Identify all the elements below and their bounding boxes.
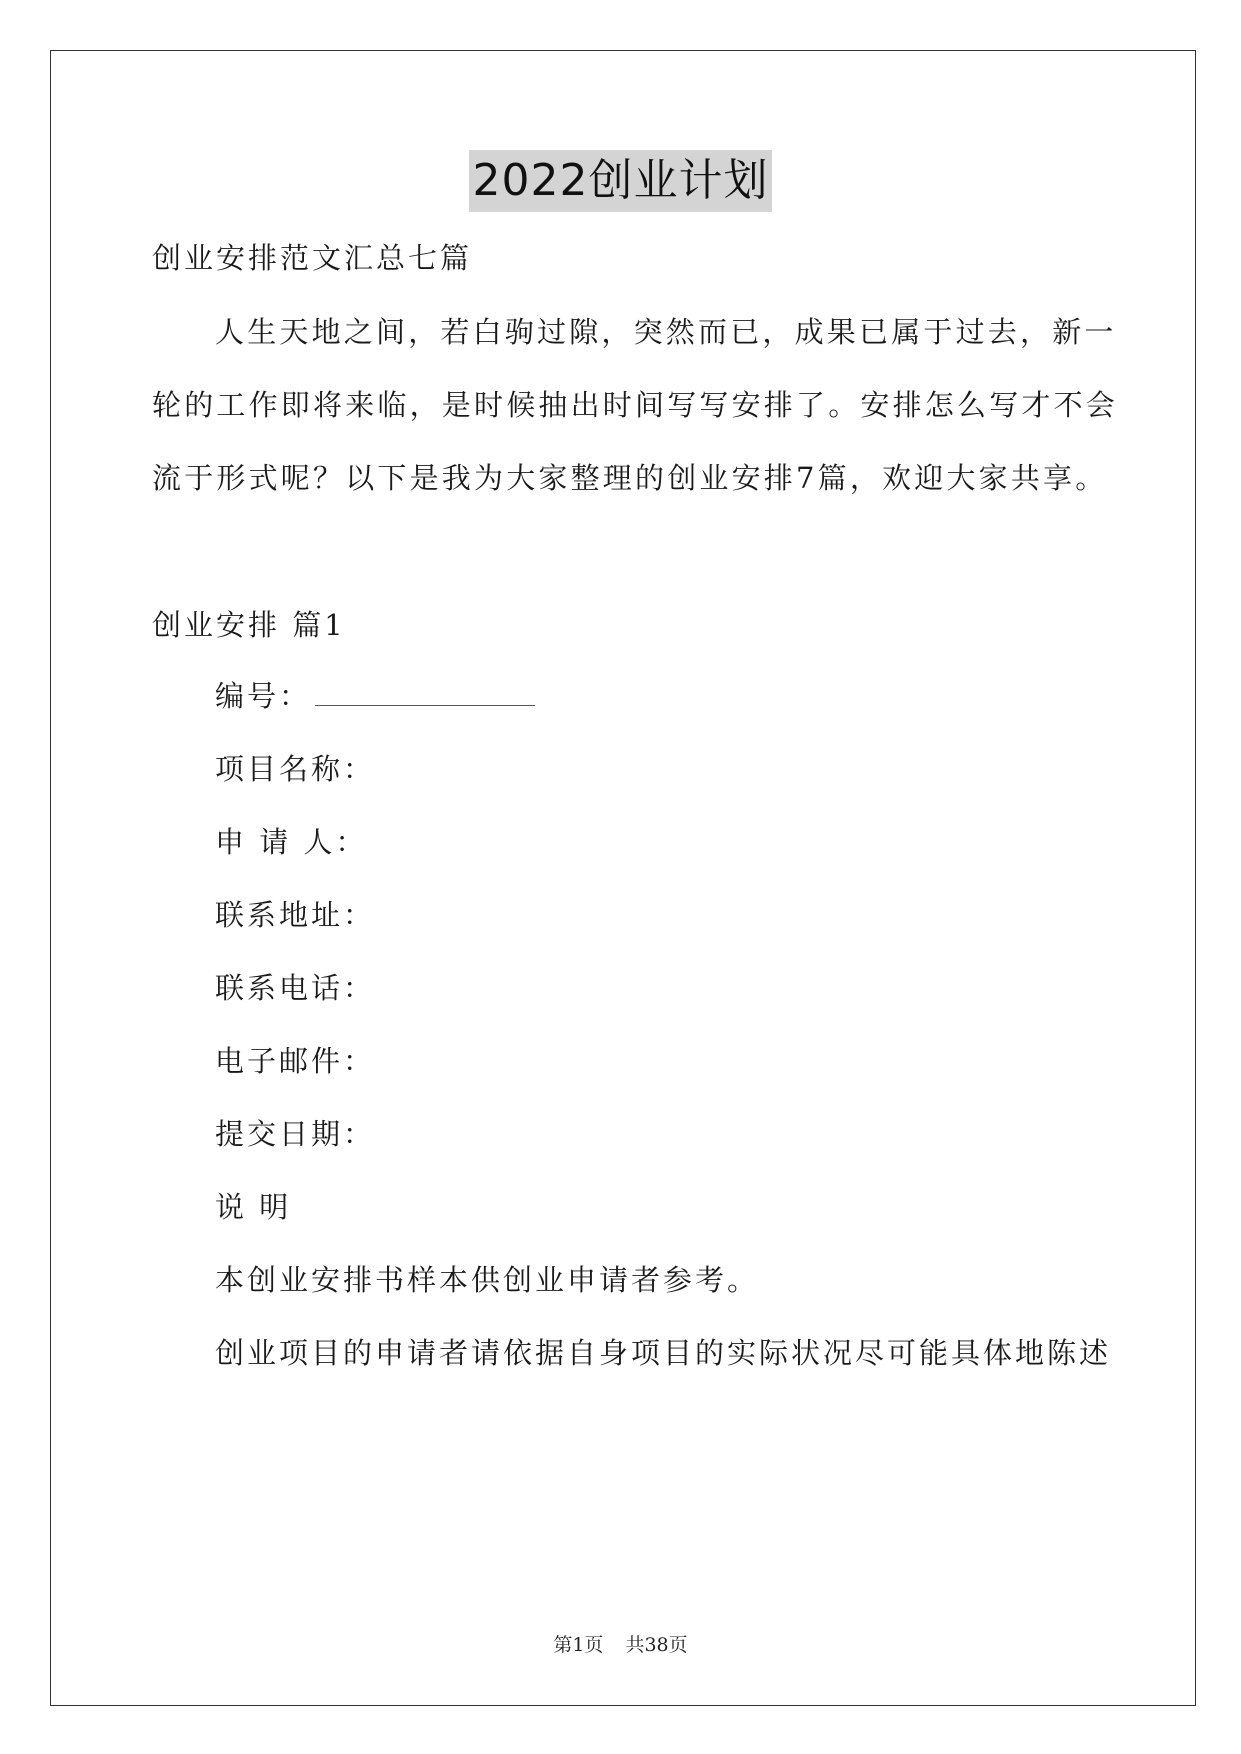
- title-container: [0, 150, 1241, 212]
- page-footer: [0, 1630, 1241, 1657]
- page-number-total: 共38页: [625, 1634, 688, 1656]
- intro-line-3: 流于形式呢？以下是我为大家整理的创业安排7篇，欢迎大家共享。: [152, 461, 1108, 495]
- page-number-current: 第1页: [553, 1634, 604, 1656]
- notes-heading: 说 明: [215, 1190, 292, 1224]
- number-blank-line: [315, 683, 535, 706]
- notes-line-2: 创业项目的申请者请依据自身项目的实际状况尽可能具体地陈述: [215, 1336, 1112, 1370]
- email-field: 电子邮件：: [215, 1044, 376, 1078]
- phone-field: 联系电话：: [215, 971, 376, 1005]
- intro-line-2: 轮的工作即将来临，是时候抽出时间写写安排了。安排怎么写才不会: [152, 388, 1119, 422]
- notes-line-1: 本创业安排书样本供创业申请者参考。: [215, 1263, 760, 1297]
- address-field: 联系地址：: [215, 898, 376, 932]
- project-name-field: 项目名称：: [215, 752, 376, 786]
- page-border: [50, 50, 1196, 1706]
- intro-line-1: 人生天地之间，若白驹过隙，突然而已，成果已属于过去，新一: [215, 315, 1117, 349]
- number-field: [215, 676, 1160, 716]
- section-heading: 创业安排 篇1: [152, 608, 346, 642]
- applicant-field: 申 请 人：: [215, 825, 368, 859]
- number-field-label: 编号：: [215, 679, 312, 713]
- submit-date-field: 提交日期：: [215, 1117, 376, 1151]
- document-title: 2022创业计划: [469, 150, 773, 212]
- document-subtitle: 创业安排范文汇总七篇: [152, 241, 473, 275]
